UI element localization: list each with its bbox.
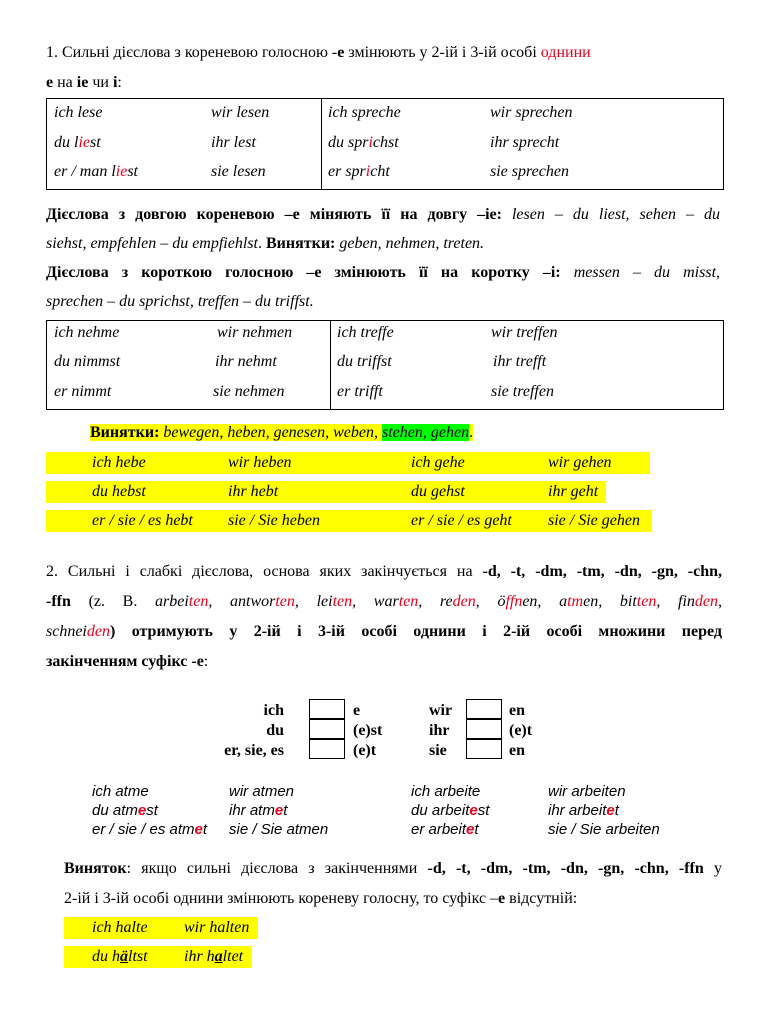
pronoun: ihr (429, 722, 450, 739)
blank-box (466, 719, 502, 739)
section2-line1 (46, 563, 722, 581)
table-cell: wir gehen (548, 454, 612, 471)
pronoun: wir (429, 702, 453, 719)
table-cell: du arbeitest (411, 802, 490, 819)
table-cell: ich spreche (328, 104, 401, 121)
table-cell: du nimmst (54, 353, 121, 370)
table-cell: du gehst (411, 483, 465, 500)
table-cell: wir treffen (491, 324, 558, 341)
table-cell: sie nehmen (213, 383, 285, 400)
table-divider (330, 321, 331, 409)
table-cell: ihr arbeitet (548, 802, 619, 819)
table-cell: ihr atmet (229, 802, 288, 819)
table-cell: wir arbeiten (548, 783, 626, 800)
example-verb: arbeiten, (155, 593, 213, 610)
exceptions-list-green: stehen, gehen (381, 424, 470, 441)
exceptions-line (90, 424, 473, 442)
cell-red: i (368, 134, 373, 151)
text: 2. Сильні і слабкі дієслова, основа яких закінчується на (46, 563, 483, 580)
label: –ie (477, 206, 497, 223)
text: ) отримують у 2-ій і 3-ій особі однини і 2-ій особі множини перед (109, 623, 722, 640)
table-cell: er / sie / es atmet (92, 821, 208, 838)
example-verb: reden, (439, 593, 480, 610)
long-vowel-line2 (46, 235, 484, 253)
table-cell: ihr sprecht (490, 134, 560, 151)
section2-line4 (46, 653, 208, 671)
table-cell (54, 163, 138, 181)
label: змінюють її на коротку (321, 264, 543, 281)
endings: -ffn (46, 593, 71, 610)
h2-f: : (117, 74, 122, 91)
cell-part: chst (372, 134, 399, 151)
ending: en (509, 702, 525, 719)
table-cell: ich atme (92, 783, 149, 800)
table-cell (54, 134, 101, 152)
table-cell: er trifft (337, 383, 383, 400)
table-cell: wir heben (228, 454, 292, 471)
table-cell: ihr geht (548, 483, 599, 500)
ending: e (353, 702, 361, 719)
text: відсутній: (505, 890, 578, 907)
exception-line1 (64, 860, 722, 878)
blank-box (309, 719, 345, 739)
example-verb: finden, (678, 593, 722, 610)
examples: siehst, empfehlen – du empfiehlst (46, 235, 258, 252)
table-cell: ich treffe (337, 324, 394, 341)
h2-c: іе (76, 74, 89, 91)
suffix: е (498, 890, 506, 907)
table-cell: wir atmen (229, 783, 295, 800)
short-vowel-line2: sprechen – du sprichst, treffen – du triffst. (46, 293, 314, 310)
table-cell: ihr lest (211, 134, 256, 151)
examples: lesen – du liest, sehen – du (511, 206, 721, 223)
cell-part: du l (54, 134, 79, 151)
cell-red: i (365, 163, 371, 180)
section2-line2 (46, 593, 722, 611)
label: Дієслова з короткою голосною (46, 264, 307, 281)
example-verb: leiten, (316, 593, 357, 610)
table-cell: wir nehmen (217, 324, 293, 341)
cell-part: du spr (328, 134, 369, 151)
section1-heading-line2 (46, 74, 122, 92)
pronoun: ich (263, 702, 284, 719)
cell-part: st (127, 163, 138, 180)
table-cell (328, 134, 399, 152)
cell-red: ie (78, 134, 90, 151)
cell-red: ie (115, 163, 128, 180)
text: (z. B. (70, 593, 156, 610)
table-cell: sie / Sie gehen (548, 512, 640, 529)
label: міняють її на довгу (299, 206, 478, 223)
table-cell: ich hebe (92, 454, 146, 471)
table-cell: sie / Sie atmen (229, 821, 329, 838)
table-cell: ich lese (54, 104, 103, 121)
label: Дієслова з довгою кореневою (46, 206, 285, 223)
pronoun: sie (429, 742, 447, 759)
h2-b: на (53, 74, 77, 91)
table-cell: wir lesen (211, 104, 270, 121)
exceptions-label: Винятки: (265, 235, 336, 252)
exceptions-list: geben, nehmen, treten. (335, 235, 485, 252)
ending: (e)t (509, 722, 533, 739)
punct: . (469, 424, 474, 441)
table-cell: ihr nehmt (215, 353, 277, 370)
label: –і (542, 264, 556, 281)
cell-part: er spr (328, 163, 366, 180)
cell-part: er / man l (54, 163, 116, 180)
cell-part: cht (370, 163, 390, 180)
heading-text-2: змінюють у 2-ій і 3-ій особі (344, 44, 541, 61)
long-vowel-line1 (46, 206, 720, 224)
label: : (555, 264, 561, 281)
blank-box (466, 739, 502, 759)
table-cell: ihr haltet (184, 948, 244, 965)
table-cell: ich arbeite (411, 783, 481, 800)
exceptions-list: bewegen, heben, genesen, weben, (159, 424, 382, 441)
pronoun: er, sie, es (224, 742, 284, 759)
short-vowel-line1 (46, 264, 720, 282)
section1-heading (46, 44, 591, 62)
label: –е (284, 206, 300, 223)
table-cell: sie lesen (211, 163, 266, 180)
table-cell: er arbeitet (411, 821, 479, 838)
label: : (496, 206, 502, 223)
table-cell: ihr trefft (493, 353, 547, 370)
blank-box (466, 699, 502, 719)
blank-box (309, 739, 345, 759)
pronoun: du (266, 722, 284, 739)
punct: : (203, 653, 209, 670)
text: 2-ій і 3-ій особі однини змінюють кореневу голосну, то суфікс – (64, 890, 499, 907)
h2-e: і (112, 74, 118, 91)
examples: messen – du misst, (573, 264, 721, 281)
blank-box (309, 699, 345, 719)
table-cell: sie / Sie arbeiten (548, 821, 660, 838)
text: у (703, 860, 722, 877)
heading-text: 1. Сильні дієслова з кореневою голосною - (46, 44, 338, 61)
ending: en (509, 742, 525, 759)
table-divider (321, 99, 322, 189)
table-cell: er nimmt (54, 383, 112, 400)
table-cell: er / sie / es geht (411, 512, 512, 529)
ending: (e)st (353, 722, 383, 739)
table-cell: sie sprechen (490, 163, 569, 180)
h2-d: чи (88, 74, 113, 91)
exceptions-label: Винятки: (90, 424, 160, 441)
example-verb: atmen, (559, 593, 603, 610)
section2-line3 (46, 623, 722, 641)
table-cell: wir halten (184, 919, 250, 936)
endings: -d, -t, -dm, -tm, -dn, -gn, -chn, (482, 563, 723, 580)
punct: . (257, 235, 266, 252)
table-cell: du triffst (337, 353, 392, 370)
table-cell: wir sprechen (490, 104, 573, 121)
table-cell: du hebst (92, 483, 146, 500)
example-verb: bitten, (619, 593, 661, 610)
table-cell: ich nehme (54, 324, 120, 341)
example-verb: öffnen, (497, 593, 542, 610)
heading-e: е (337, 44, 345, 61)
label: –е (306, 264, 322, 281)
example-verb: antworten, (230, 593, 299, 610)
text: : якщо сильні дієслова з закінченнями (126, 860, 428, 877)
example-verb: warten, (373, 593, 423, 610)
cell-part: st (90, 134, 101, 151)
table-cell (328, 163, 390, 181)
text: закінченням суфікс - (46, 653, 197, 670)
exception-label: Виняток (64, 860, 127, 877)
h2-a: е (46, 74, 54, 91)
exception-line2 (64, 890, 577, 908)
ending: (e)t (353, 742, 377, 759)
table-cell: du hältst (92, 948, 148, 965)
example-verb: schneiden (46, 623, 110, 640)
table-cell: sie / Sie heben (228, 512, 320, 529)
suffix: е (196, 653, 204, 670)
table-cell: ich halte (92, 919, 148, 936)
endings: -d, -t, -dm, -tm, -dn, -gn, -chn, -ffn (427, 860, 704, 877)
heading-red-word: однини (540, 44, 591, 61)
table-cell: ich gehe (411, 454, 465, 471)
table-cell: ihr hebt (228, 483, 279, 500)
table-cell: du atmest (92, 802, 158, 819)
table-cell: sie treffen (491, 383, 554, 400)
table-cell: er / sie / es hebt (92, 512, 193, 529)
